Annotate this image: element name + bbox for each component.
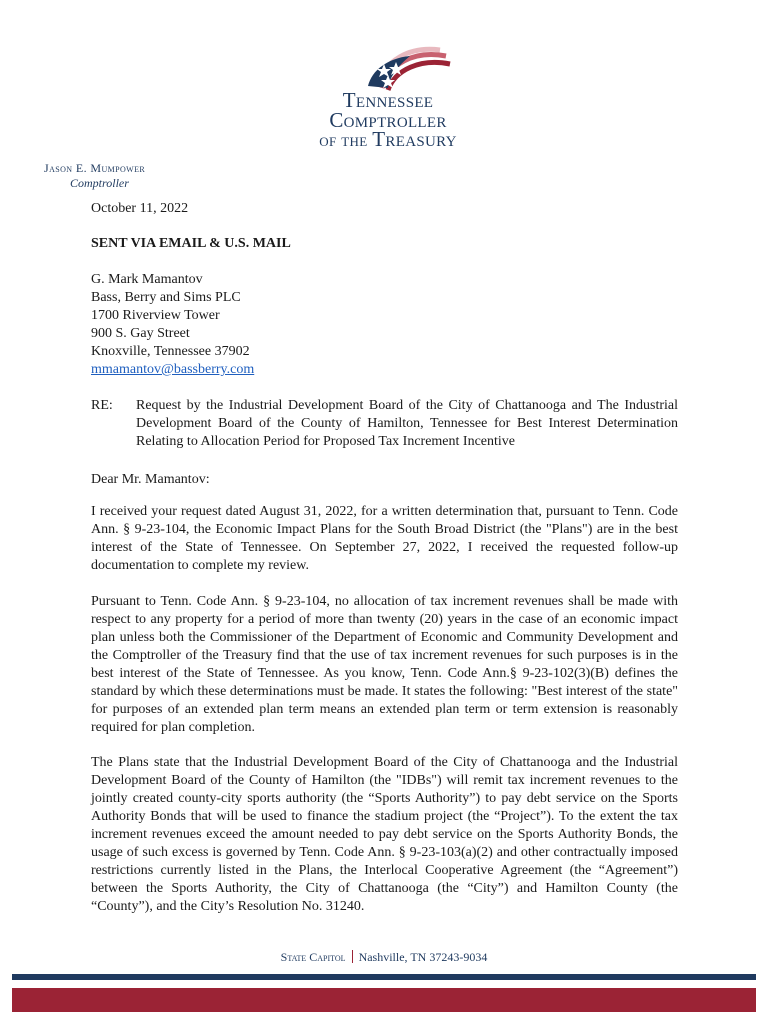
recipient-firm: Bass, Berry and Sims PLC bbox=[91, 290, 241, 305]
re-subject: Request by the Industrial Development Board of the City of Chattanooga and The Industrial Development Board of the County of Hamilton, Tennessee for Best Interest Determination Relating to Allocation Period for Proposed Tax Increment Incentive bbox=[136, 398, 678, 449]
body-paragraph-3: The Plans state that the Industrial Development Board of the City of Chattanooga and the Industrial Development Board of the County of Hamilton (the "IDBs") will remit tax increment revenues to the jointly created county-city sports authority (the “Sports Authority”) to pay debt service on the Sports Authority Bonds that will be used to finance the stadium project (the “Project”). To the extent the tax increment revenues exceed the amount needed to pay debt service on the Sports Authority Bonds, the usage of such excess is governed by Tenn. Code Ann. § 9-23-103(a)(2) and other contractually imposed restrictions currently listed in the Plans, the Interlocal Cooperative Agreement (the “Agreement”) between the Sports Authority, the City of Chattanooga (the “City”) and Hamilton County (the “County”), and the City’s Resolution No. 31240. bbox=[91, 755, 678, 914]
footer-city: Nashville, TN 37243-9034 bbox=[358, 950, 488, 964]
body-paragraph-2: Pursuant to Tenn. Code Ann. § 9-23-104, no allocation of tax increment revenues shall be made with respect to any property for a period of more than twenty (20) years in the case of an economic impact plan unless both the Commissioner of the Department of Economic and Community Development and the Comptroller of the Treasury find that the use of tax increment revenues for such purposes is in the best interest of the State of Tennessee. As you know, Tenn. Code Ann.§ 9-23-102(3)(B) defines the standard by which these determinations must be made. It states the following: "Best interest of the state" for purposes of an extended plan term means an extended plan term or term extension is reasonably required for plan completion. bbox=[91, 594, 678, 735]
signer-name: Jason E. Mumpower bbox=[44, 161, 146, 175]
footer-blue-rule bbox=[12, 974, 756, 980]
footer-divider bbox=[352, 950, 353, 963]
recipient-name: G. Mark Mamantov bbox=[91, 272, 203, 287]
greeting: Dear Mr. Mamantov: bbox=[91, 472, 210, 487]
logo-line-3 bbox=[318, 129, 458, 150]
logo-line-1: Tennessee bbox=[342, 88, 434, 112]
logo-line-2: Comptroller bbox=[329, 108, 447, 132]
recipient-address1: 1700 Riverview Tower bbox=[91, 308, 220, 323]
recipient-email-link[interactable]: mmamantov@bassberry.com bbox=[91, 362, 255, 377]
recipient-address bbox=[91, 271, 254, 379]
logo-line-3b: Treasury bbox=[372, 127, 457, 151]
footer-address bbox=[0, 950, 768, 965]
delivery-line: SENT VIA EMAIL & U.S. MAIL bbox=[91, 236, 291, 251]
logo-line-3a: of the bbox=[319, 130, 368, 150]
signer-title: Comptroller bbox=[70, 176, 129, 190]
recipient-city: Knoxville, Tennessee 37902 bbox=[91, 344, 250, 359]
letter-date: October 11, 2022 bbox=[91, 201, 189, 216]
body-paragraph-1: I received your request dated August 31, 2022, for a written determination that, pursuant to Tenn. Code Ann. § 9-23-104, the Economic Impact Plans for the South Broad District (the "Plans") are in the best interest of the State of Tennessee. On September 27, 2022, I received the requested follow-up documentation to complete my review. bbox=[91, 504, 678, 573]
footer-red-band bbox=[12, 988, 756, 1012]
re-label: RE: bbox=[91, 398, 113, 413]
recipient-address2: 900 S. Gay Street bbox=[91, 326, 190, 341]
comptroller-logo bbox=[318, 40, 458, 151]
footer-location: State Capitol bbox=[280, 950, 346, 964]
